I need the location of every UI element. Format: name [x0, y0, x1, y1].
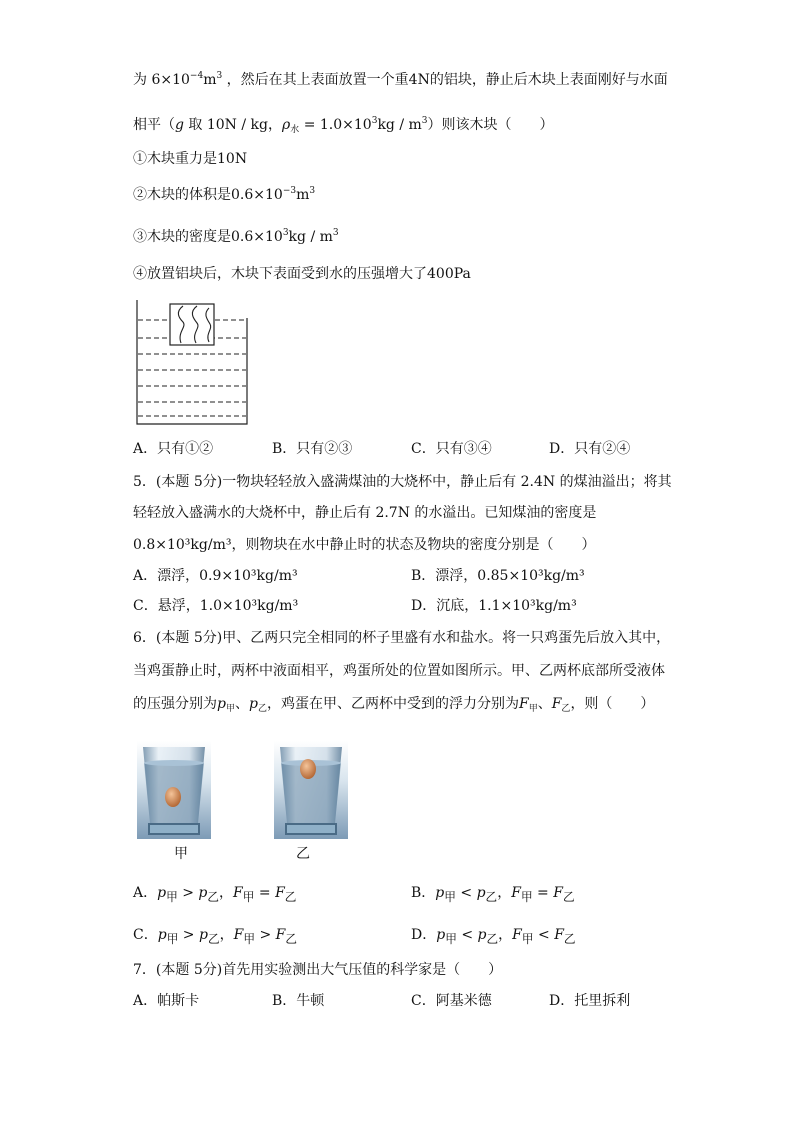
op: = — [532, 885, 554, 901]
q4-line1-text-b: ，然后在其上表面放置一个重4N的铝块，静止后木块上表面刚好与水面 — [226, 72, 668, 88]
glass-jia-caption: 甲 — [174, 846, 188, 862]
formula-part: 6×10 — [151, 72, 190, 88]
q4-statement-1: ①木块重力是10N — [133, 151, 248, 167]
sub-yi: 乙 — [207, 889, 220, 904]
q4-line-2 — [133, 115, 554, 135]
rho-value: = 1.0×10 — [299, 117, 372, 133]
op: = — [254, 885, 276, 901]
q4-option-d[interactable]: D．只有②④ — [549, 441, 631, 457]
sub-yi: 乙 — [562, 889, 575, 904]
option-letter: D． — [411, 927, 437, 943]
q4-option-c[interactable]: C．只有③④ — [411, 441, 492, 457]
sub-jia: 甲 — [521, 931, 534, 946]
q6-line-1: 6．(本题 5分)甲、乙两只完全相同的杯子里盛有水和盐水。将一只鸡蛋先后放入其中， — [133, 630, 671, 646]
formula-unit: m — [203, 72, 217, 88]
formula-part: 0.6×10 — [231, 187, 283, 203]
q7-line-1: 7．(本题 5分)首先用实验测出大气压值的科学家是（ ） — [133, 962, 503, 978]
option-letter: A． — [133, 885, 158, 901]
q6-line-2: 当鸡蛋静止时，两杯中液面相平，鸡蛋所处的位置如图所示。甲、乙两杯底部所受液体 — [133, 663, 665, 679]
q6-option-d[interactable] — [411, 925, 576, 949]
q7-option-b[interactable]: B．牛顿 — [272, 993, 325, 1009]
rho-subscript: 水 — [290, 125, 300, 135]
sub-jia: 甲 — [166, 889, 178, 904]
formula-unit: m — [296, 187, 310, 203]
op: < — [456, 927, 478, 943]
q7-option-c[interactable]: C．阿基米德 — [411, 993, 492, 1009]
glass-yi-image — [274, 741, 348, 839]
sep: 、 — [234, 696, 249, 712]
op: > — [177, 885, 199, 901]
q6-line3-text-b: ，鸡蛋在甲、乙两杯中受到的浮力分别为 — [266, 696, 519, 712]
p-symbol: p — [248, 696, 258, 712]
sub-yi: 乙 — [284, 889, 297, 904]
rho-symbol: ρ — [282, 117, 291, 133]
q4-line1-text-a: 为 — [133, 72, 147, 88]
q4-statement-3 — [133, 227, 339, 247]
sep: ， — [219, 885, 234, 901]
f-symbol: F — [275, 885, 285, 901]
formula-exp: 3 — [332, 228, 339, 238]
q4-statement-2 — [133, 185, 315, 205]
wood-block-diagram — [133, 298, 251, 428]
q5-line-1: 5．(本题 5分)一物块轻轻放入盛满煤油的大烧杯中，静止后有 2.4N 的煤油溢出；将其 — [133, 474, 672, 490]
glass-jia-image — [137, 741, 211, 839]
op: < — [533, 927, 555, 943]
q6-option-a[interactable] — [133, 883, 296, 907]
formula-unit: kg / m — [288, 229, 333, 245]
sub-yi: 乙 — [563, 931, 576, 946]
op: < — [455, 885, 477, 901]
formula-exp: 3 — [216, 71, 223, 81]
option-letter: B． — [411, 885, 436, 901]
formula-unit: kg / m — [377, 117, 422, 133]
q6-option-c[interactable] — [133, 925, 297, 949]
op: > — [255, 927, 276, 943]
formula-exp: −3 — [282, 186, 297, 196]
q6-option-b[interactable] — [411, 883, 575, 907]
glass-yi-caption: 乙 — [296, 846, 310, 862]
q5-option-b[interactable]: B．漂浮，0.85×10³kg/m³ — [411, 568, 585, 584]
f-symbol: F — [511, 885, 521, 901]
f-symbol: F — [553, 885, 563, 901]
f-symbol: F — [551, 696, 562, 712]
sub-jia: 甲 — [528, 704, 538, 714]
formula-exp: −4 — [189, 71, 204, 81]
p-symbol: p — [217, 696, 226, 712]
sub-yi: 乙 — [486, 931, 499, 946]
sub-jia: 甲 — [242, 889, 255, 904]
p-symbol: p — [436, 927, 446, 943]
sub-jia: 甲 — [243, 931, 256, 946]
q5-option-c[interactable]: C．悬浮，1.0×10³kg/m³ — [133, 598, 299, 614]
sep: ， — [497, 885, 512, 901]
sub-jia: 甲 — [445, 931, 457, 946]
sep: ， — [498, 927, 513, 943]
sub-yi: 乙 — [561, 704, 571, 714]
q5-line3-text: ，则物块在水中静止时的状态及物块的密度分别是（ ） — [231, 537, 596, 553]
g-symbol: g — [175, 117, 184, 133]
q4-line2-text-b: ）则该木块（ ） — [427, 117, 554, 133]
q4-statement-4 — [133, 264, 471, 284]
sub-jia: 甲 — [444, 889, 456, 904]
volume-formula — [151, 72, 222, 88]
formula-exp: 3 — [309, 186, 316, 196]
statement-text: ④放置铝块后，木块下表面受到水的压强增大了 — [133, 266, 427, 282]
p-symbol: p — [199, 927, 208, 943]
p-symbol: p — [157, 927, 167, 943]
q6-line3-text-a: 的压强分别为 — [133, 696, 217, 712]
sub-yi: 乙 — [257, 704, 267, 714]
q5-option-d[interactable]: D．沉底，1.1×10³kg/m³ — [411, 598, 577, 614]
q6-line-3 — [133, 694, 654, 714]
f-symbol: F — [554, 927, 564, 943]
formula-exp: 3 — [282, 228, 289, 238]
sub-yi: 乙 — [285, 931, 298, 946]
f-symbol: F — [275, 927, 286, 943]
pressure-value: 400Pa — [427, 266, 471, 282]
statement-text: ②木块的体积是 — [133, 187, 231, 203]
op: > — [178, 927, 199, 943]
f-symbol: F — [233, 927, 244, 943]
formula-exp: 3 — [371, 116, 378, 126]
p-symbol: p — [476, 885, 486, 901]
q5-line-2: 轻轻放入盛满水的大烧杯中，静止后有 2.7N 的水溢出。已知煤油的密度是 — [133, 505, 597, 521]
formula-exp: 3 — [421, 116, 428, 126]
sep: ， — [219, 927, 234, 943]
f-symbol: F — [512, 927, 522, 943]
q5-option-a[interactable]: A．漂浮，0.9×10³kg/m³ — [133, 568, 298, 584]
sep: 、 — [537, 696, 552, 712]
f-symbol: F — [518, 696, 529, 712]
f-symbol: F — [233, 885, 243, 901]
formula-part: 0.6×10 — [231, 229, 283, 245]
p-symbol: p — [435, 885, 445, 901]
q4-option-b[interactable]: B．只有②③ — [272, 441, 353, 457]
q6-line3-text-c: ，则（ ） — [570, 696, 655, 712]
q4-line2-text-a: 相平（ — [133, 117, 175, 133]
p-symbol: p — [477, 927, 487, 943]
q4-line2-sep: ， — [268, 117, 282, 133]
q5-line-3 — [133, 535, 595, 555]
sub-jia: 甲 — [166, 931, 179, 946]
sub-yi: 乙 — [207, 931, 220, 946]
q7-option-a[interactable]: A．帕斯卡 — [133, 993, 200, 1009]
q4-option-a[interactable]: A．只有①② — [133, 441, 214, 457]
p-symbol: p — [157, 885, 167, 901]
q7-option-d[interactable]: D．托里拆利 — [549, 993, 631, 1009]
statement-text: ③木块的密度是 — [133, 229, 231, 245]
sub-jia: 甲 — [520, 889, 533, 904]
sub-yi: 乙 — [485, 889, 498, 904]
sub-jia: 甲 — [225, 704, 235, 714]
p-symbol: p — [198, 885, 208, 901]
g-value: 取 10N / kg — [183, 117, 268, 133]
q4-line-1 — [133, 70, 668, 90]
kerosene-density: 0.8×10³kg/m³ — [133, 537, 232, 553]
option-letter: C． — [133, 927, 158, 943]
